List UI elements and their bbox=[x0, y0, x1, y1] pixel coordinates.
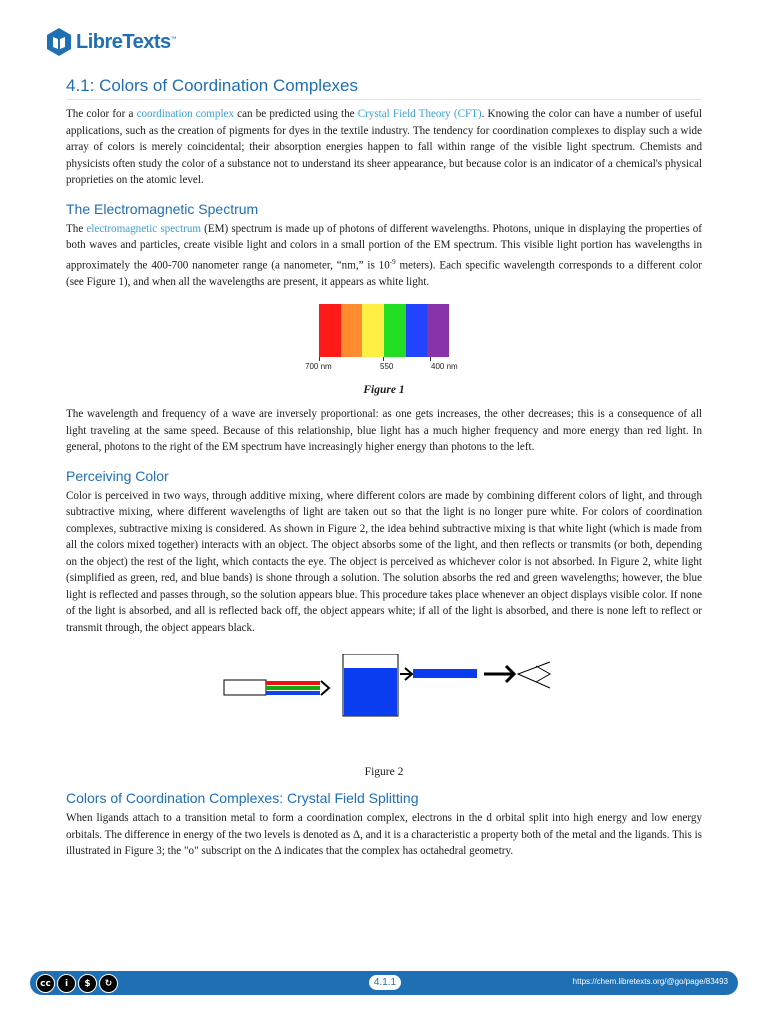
transmitted-blue-light bbox=[413, 669, 477, 678]
spectrum-band-yellow bbox=[362, 304, 384, 357]
crystal-field-theory-link[interactable]: Crystal Field Theory (CFT) bbox=[357, 108, 482, 120]
crystal-field-paragraph: When ligands attach to a transition metal to form a coordination complex, electrons in the d orbital split into high energy and low energy orbitals. The difference in energy of the two levels is denoted as Δ, and it is a characteristic a property both of the metal and the ligands. This is illustrated in Figure 3; the "o" subscript on the Δ indicates that the complex has octahedral geometry. bbox=[66, 812, 702, 858]
visible-spectrum-bands bbox=[319, 304, 449, 357]
blue-solution bbox=[344, 668, 397, 716]
section-heading-crystal-field-splitting: Colors of Coordination Complexes: Crystal Field Splitting bbox=[66, 790, 419, 807]
tick-label-550: 550 bbox=[380, 362, 394, 372]
page-url[interactable]: https://chem.libretexts.org/@go/page/83493 bbox=[572, 977, 728, 986]
nc-icon: $ bbox=[78, 974, 97, 993]
libretexts-logo[interactable] bbox=[46, 27, 176, 57]
sa-icon: ↻ bbox=[99, 974, 118, 993]
light-band-red bbox=[266, 681, 320, 685]
spectrum-band-blue bbox=[406, 304, 428, 357]
light-band-green bbox=[266, 686, 320, 690]
eye-icon bbox=[518, 662, 550, 688]
license-badge[interactable] bbox=[36, 974, 118, 993]
section-heading-em-spectrum: The Electromagnetic Spectrum bbox=[66, 200, 259, 217]
electromagnetic-spectrum-link[interactable]: electromagnetic spectrum bbox=[86, 222, 202, 235]
cc-icon: cc bbox=[36, 974, 55, 993]
em-spectrum-paragraph: The electromagnetic spectrum (EM) spectrum is made up of photons of different wavelengths. Photons, unique in displaying the properties of both waves and particles, create visible light and colors in a small portion of the EM spectrum. This visible light portion has wavelengths in approximately the 400-700 nanometer range (a nanometer, “nm,” is $10^{-9}$ meters). Each specific wavelength corresponds to a different color (see Figure 1), and when all the wavelengths are present, it appears as white light. bbox=[66, 222, 703, 288]
brand-name: LibreTexts™ bbox=[76, 30, 177, 53]
light-band-blue bbox=[266, 691, 320, 695]
coordination-complex-link[interactable]: coordination complex bbox=[136, 108, 234, 120]
figure-2-caption: Figure 2 bbox=[364, 766, 404, 779]
page-footer bbox=[30, 971, 738, 995]
perceiving-color-paragraph: Color is perceived in two ways, through additive mixing, where different colors are made by combining different colors of light, and through subtractive mixing, where different wavelengths of light are taken out so that the light is no longer pure white. For colors of coordination complexes, subtractive mixing is considered. As shown in Figure 2, the idea behind subtractive mixing is that white light (which is made from all the colors mixed together) interacts with an object. The object absorbs some of the light, and then reflects or transmits (or both, depending on the object) the rest of the light, which contacts the eye. The object is perceived as whichever color is not absorbed. In Figure 2, white light (simplified as green, red, and blue bands) is shone through a solution. The solution absorbs the red and green wavelengths; however, the blue light is reflected and passes through, so the solution appears blue. This procedure takes place whenever an object displays visible color. If none of the light is absorbed, and all is reflected back off, the object appears white; if all of the light is absorbed, and there is none left to reflect or transmit through, the object appears black. bbox=[66, 489, 702, 634]
arrow-icon bbox=[321, 681, 329, 695]
page-title: 4.1: Colors of Coordination Complexes bbox=[66, 76, 702, 100]
section-heading-perceiving-color: Perceiving Color bbox=[66, 467, 169, 484]
wavelength-frequency-paragraph: The wavelength and frequency of a wave are inversely proportional: as one gets increases, the other decreases; this is a consequence of all light traveling at the same speed. Because of this relationship, blue light has a much higher frequency and more energy than red light. In general, photons to the right of the EM spectrum have increasingly higher energy than photons to the left. bbox=[66, 408, 702, 454]
intro-paragraph: The color for a coordination complex can be predicted using the Crystal Field Theory (CFT). Knowing the color can have a number of useful applications, such as the creation of pigments for dyes in the textile industry. The tendency for coordination complexes to display such a wide array of colors is merely coincidental; their absorption energies happen to fall within range of the visible light spectrum. Chemists and physicists often study the color of a substance not to understand its sheer appearance, but because color is an indicator of a chemical's physical proprieties on the atomic level. bbox=[66, 108, 702, 186]
spectrum-band-red bbox=[319, 304, 341, 357]
figure-2-subtractive-mixing bbox=[66, 654, 702, 754]
tick-label-400: 400 nm bbox=[431, 362, 458, 372]
spectrum-band-green bbox=[384, 304, 406, 357]
figure-1-caption: Figure 1 bbox=[363, 384, 405, 397]
figure-1-spectrum bbox=[66, 304, 702, 372]
spectrum-band-violet bbox=[427, 304, 449, 357]
libretexts-logo-icon bbox=[46, 27, 72, 57]
by-icon: i bbox=[57, 974, 76, 993]
tick-label-700: 700 nm bbox=[305, 362, 332, 372]
figure-2-diagram bbox=[66, 654, 702, 754]
spectrum-band-orange bbox=[341, 304, 363, 357]
article bbox=[66, 76, 702, 860]
page-number: 4.1.1 bbox=[369, 975, 401, 990]
light-source bbox=[224, 680, 266, 695]
